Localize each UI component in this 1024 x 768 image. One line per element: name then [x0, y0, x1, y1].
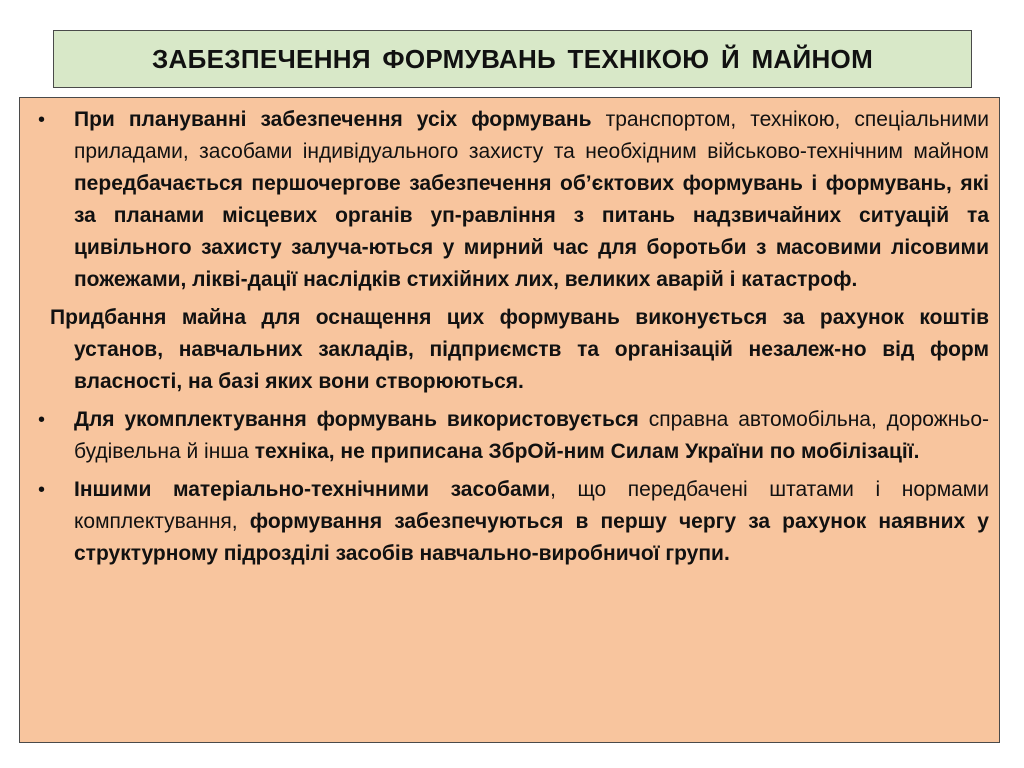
- bullet-icon: •: [38, 409, 46, 431]
- equipment-lead: Для укомплектування формувань використовується: [74, 408, 639, 431]
- planning-emphasis: передбачається першочергове забезпечення об’єктових формувань і формувань, які за планами місцевих органів уп-равління з питань надзвичайних ситуацій та цивільного захисту залуча-ються у мирний час для боротьби з масовими лісовими пожежами, ліквi-дації наслідків стихійних лих, великих аварій і катастроф.: [74, 172, 989, 291]
- materials-emphasis: формування забезпечуються в першу чергу за рахунок наявних у структурному підрозділі засобів навчально-виробничої групи.: [74, 510, 989, 565]
- paragraph-materials: [32, 474, 989, 570]
- materials-body: , що передбачені штатами і нормами комплектування,: [74, 478, 989, 533]
- bullet-icon: •: [38, 479, 46, 501]
- bullet-icon: •: [38, 109, 46, 131]
- paragraph-equipment: [32, 404, 989, 468]
- paragraph-planning: [32, 104, 989, 296]
- planning-lead: При плануванні забезпечення усіх формувань: [74, 108, 592, 131]
- title-box: [53, 30, 972, 88]
- paragraph-acquisition: [32, 302, 989, 398]
- acquisition-text: Придбання майна для оснащення цих формувань виконується за рахунок коштів установ, навчальних закладів, підприємств та організацій незалеж-но від форм власності, на базі яких вони створюються.: [50, 306, 989, 393]
- planning-body: транспортом, технікою, спеціальними приладами, засобами індивідуального захисту та необхідним військово-технічним майном: [74, 108, 990, 163]
- page-title: ЗАБЕЗПЕЧЕННЯ ФОРМУВАНЬ ТЕХНІКОЮ Й МАЙНОМ: [151, 43, 874, 74]
- materials-lead: Іншими матеріально-технічними засобами: [74, 478, 551, 501]
- equipment-body: справна автомобільна, дорожньо-будівельна й інша: [74, 408, 989, 463]
- equipment-emphasis: техніка, не приписана ЗбрОй-ним Силам України по мобілізації.: [254, 440, 920, 463]
- content-panel: [19, 97, 1000, 743]
